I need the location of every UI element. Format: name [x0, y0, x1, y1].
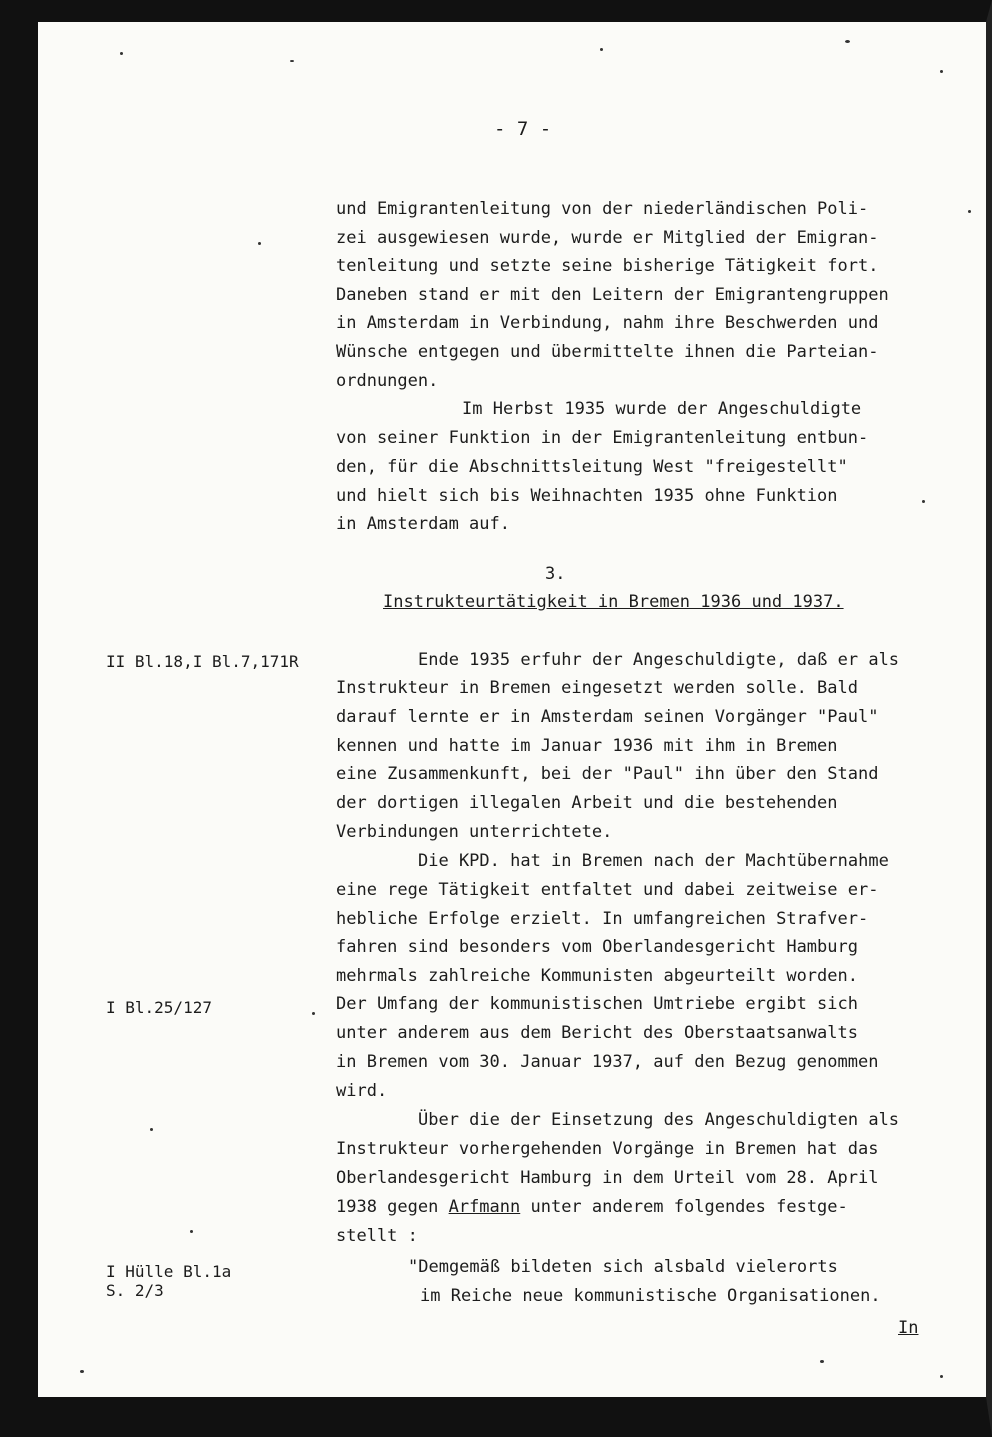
body-line: unter anderem aus dem Bericht des Oberstaatsanwalts [336, 1023, 858, 1043]
margin-reference: I Bl.25/127 [106, 998, 212, 1017]
scan-speck [922, 500, 925, 503]
page-number: - 7 - [494, 118, 552, 140]
body-line: darauf lernte er in Amsterdam seinen Vorgänger "Paul" [336, 707, 879, 727]
paragraph-first-line: Im Herbst 1935 wurde der Angeschuldigte [462, 399, 862, 419]
text-segment: 1938 gegen [336, 1197, 449, 1217]
body-line: tenleitung und setzte seine bisherige Tätigkeit fort. [336, 256, 879, 276]
body-line: Instrukteur in Bremen eingesetzt werden solle. Bald [336, 678, 858, 698]
body-line: Wünsche entgegen und übermittelte ihnen die Parteian- [336, 342, 879, 362]
section-number: 3. [545, 564, 566, 584]
body-line: Daneben stand er mit den Leitern der Emigrantengruppen [336, 285, 889, 305]
paragraph-first-line: Ende 1935 erfuhr der Angeschuldigte, daß er als [418, 650, 900, 670]
scan-speck [940, 1375, 943, 1378]
scan-speck [968, 210, 971, 213]
body-line: eine rege Tätigkeit entfaltet und dabei zeitweise er- [336, 880, 879, 900]
body-line: ordnungen. [336, 371, 439, 391]
scan-speck [820, 1360, 824, 1363]
margin-reference: I Hülle Bl.1a [106, 1262, 232, 1281]
underlined-name: Arfmann [448, 1197, 521, 1217]
body-line: mehrmals zahlreiche Kommunisten abgeurteilt worden. [336, 966, 858, 986]
body-line: fahren sind besonders vom Oberlandesgericht Hamburg [336, 937, 858, 957]
body-line: eine Zusammenkunft, bei der "Paul" ihn über den Stand [336, 764, 879, 784]
scan-speck [290, 60, 294, 62]
body-line: Verbindungen unterrichtete. [336, 822, 613, 842]
body-line: zei ausgewiesen wurde, wurde er Mitglied der Emigran- [336, 228, 879, 248]
scan-speck [600, 48, 603, 51]
scan-speck [845, 40, 850, 43]
body-line: in Amsterdam auf. [336, 514, 510, 534]
body-line: und hielt sich bis Weihnachten 1935 ohne Funktion [336, 486, 838, 506]
scan-speck [120, 52, 123, 55]
section-title: Instrukteurtätigkeit in Bremen 1936 und 1937. [383, 592, 844, 612]
body-line: Instrukteur vorhergehenden Vorgänge in Bremen hat das [336, 1139, 879, 1159]
body-line: und Emigrantenleitung von der niederländischen Poli- [336, 199, 869, 219]
scan-speck [150, 1128, 153, 1131]
body-line: kennen und hatte im Januar 1936 mit ihm in Bremen [336, 736, 838, 756]
body-line-with-name [336, 1197, 848, 1217]
body-line: in Amsterdam in Verbindung, nahm ihre Beschwerden und [336, 313, 879, 333]
body-line: stellt : [336, 1226, 418, 1246]
body-line: von seiner Funktion in der Emigrantenleitung entbun- [336, 428, 869, 448]
text-segment: unter anderem folgendes festge- [520, 1197, 848, 1217]
scan-speck [312, 1012, 315, 1015]
body-line: hebliche Erfolge erzielt. In umfangreichen Strafver- [336, 909, 869, 929]
scan-speck [940, 70, 943, 73]
margin-reference: S. 2/3 [106, 1281, 164, 1300]
margin-reference: II Bl.18,I Bl.7,171R [106, 652, 299, 671]
quote-line: "Demgemäß bildeten sich alsbald vielerorts [408, 1257, 838, 1277]
body-line: den, für die Abschnittsleitung West "freigestellt" [336, 457, 848, 477]
body-line: Oberlandesgericht Hamburg in dem Urteil vom 28. April [336, 1168, 879, 1188]
paragraph-first-line: Über die der Einsetzung des Angeschuldigten als [418, 1110, 900, 1130]
quote-line: im Reiche neue kommunistische Organisationen. [420, 1286, 881, 1306]
scan-speck [258, 242, 261, 245]
body-line: in Bremen vom 30. Januar 1937, auf den Bezug genommen [336, 1052, 879, 1072]
scan-speck [190, 1230, 193, 1233]
body-line: wird. [336, 1081, 388, 1101]
paragraph-first-line: Die KPD. hat in Bremen nach der Machtübernahme [418, 851, 889, 871]
body-line: der dortigen illegalen Arbeit und die bestehenden [336, 793, 838, 813]
body-line: Der Umfang der kommunistischen Umtriebe ergibt sich [336, 994, 858, 1014]
scan-speck [80, 1370, 84, 1373]
catchword: In [898, 1318, 919, 1338]
